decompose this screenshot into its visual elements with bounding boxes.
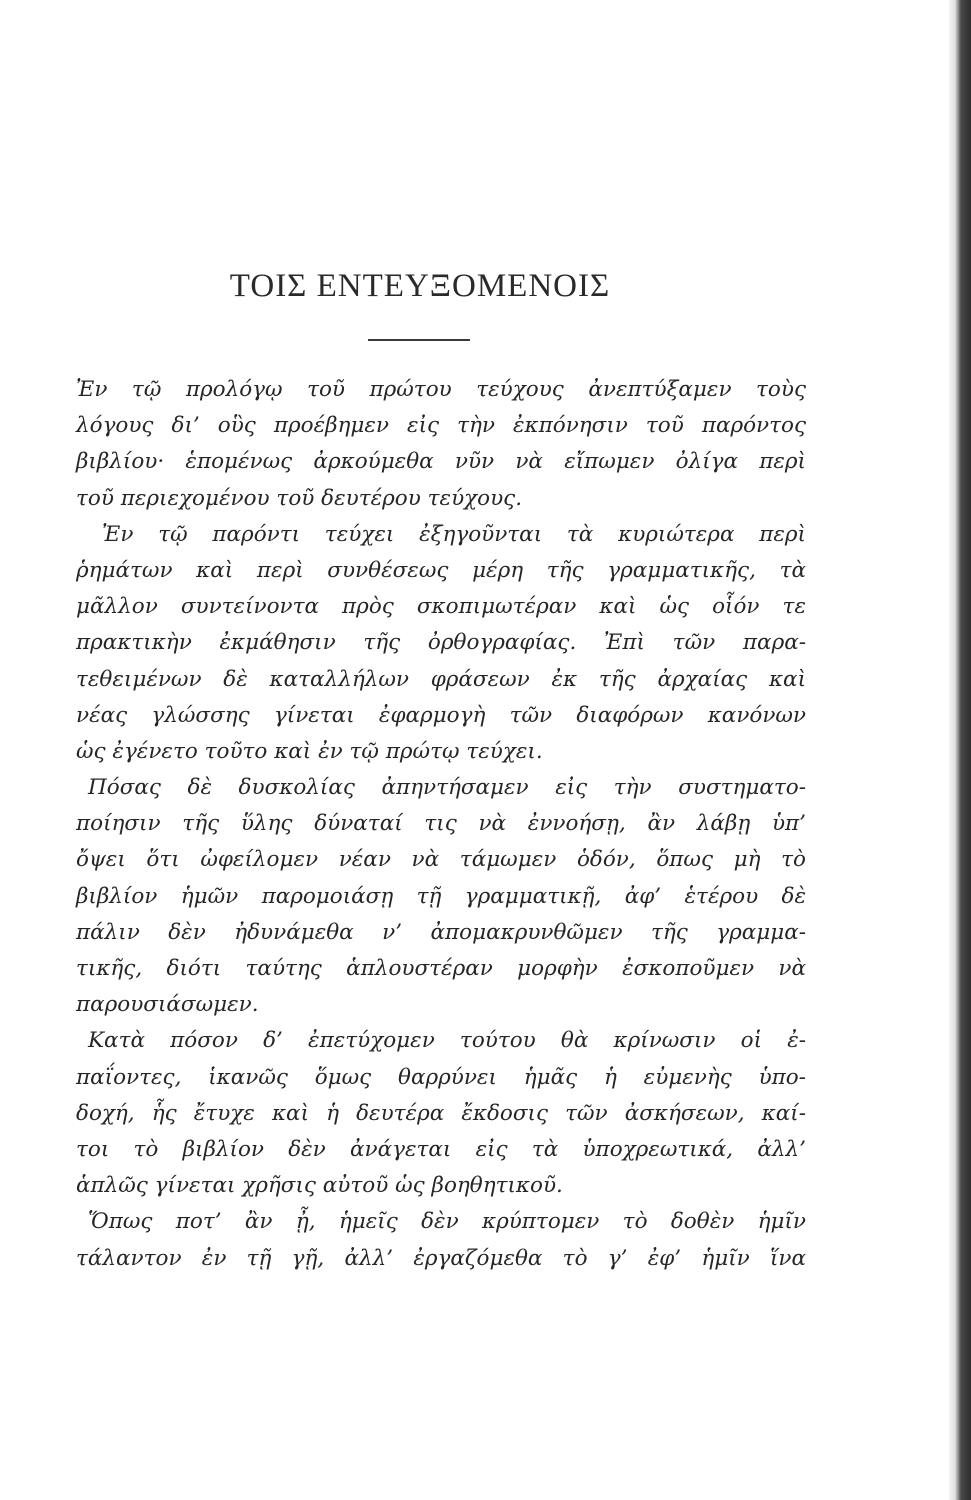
text-line: πρακτικὴν ἐκμάθησιν τῆς ὀρθογραφίας. Ἐπὶ τῶν παρα- xyxy=(76,630,806,656)
page-title: ΤΟΙΣ ΕΝΤΕΥΞΟΜΕΝΟΙΣ xyxy=(229,268,611,304)
title-rule xyxy=(368,339,470,341)
text-line: μᾶλλον συντείνοντα πρὸς σκοπιμωτέραν καὶ ὡς οἷόν τε xyxy=(76,594,806,620)
text-line: ὡς ἐγένετο τοῦτο καὶ ἐν τῷ πρώτῳ τεύχει. xyxy=(76,738,543,764)
text-line: Ἐν τῷ παρόντι τεύχει ἐξηγοῦνται τὰ κυριώτερα περὶ xyxy=(102,521,806,547)
text-line: Ὅπως ποτ’ ἂν ᾖ, ἡμεῖς δὲν κρύπτομεν τὸ δοθὲν ἡμῖν xyxy=(88,1209,806,1235)
text-line: ὄψει ὅτι ὠφείλομεν νέαν νὰ τάμωμεν ὁδόν, ὅπως μὴ τὸ xyxy=(76,847,806,873)
scan-page-edge xyxy=(949,0,971,1500)
text-line: Κατὰ πόσον δ’ ἐπετύχομεν τούτου θὰ κρίνωσιν οἱ ἐ- xyxy=(88,1028,806,1054)
text-line: παρουσιάσωμεν. xyxy=(76,992,259,1018)
text-line: βιβλίον ἡμῶν παρομοιάσῃ τῇ γραμματικῇ, ἀφ’ ἑτέρου δὲ xyxy=(76,883,806,909)
body-text xyxy=(76,372,806,1277)
text-line: ἁπλῶς γίνεται χρῆσις αὐτοῦ ὡς βοηθητικοῦ. xyxy=(76,1173,563,1199)
text-line: τικῆς, διότι ταύτης ἁπλουστέραν μορφὴν ἐσκοποῦμεν νὰ xyxy=(76,956,806,981)
text-line: Πόσας δὲ δυσκολίας ἀπηντήσαμεν εἰς τὴν συστηματο- xyxy=(88,775,806,801)
text-line: βιβλίου· ἑπομένως ἀρκούμεθα νῦν νὰ εἴπωμεν ὀλίγα περὶ xyxy=(76,449,806,475)
text-line: Ἐν τῷ προλόγῳ τοῦ πρώτου τεύχους ἀνεπτύξαμεν τοὺς xyxy=(76,377,806,402)
text-line: νέας γλώσσης γίνεται ἐφαρμογὴ τῶν διαφόρων κανόνων xyxy=(76,702,806,728)
text-line: ῥημάτων καὶ περὶ συνθέσεως μέρη τῆς γραμματικῆς, τὰ xyxy=(76,557,806,583)
text-line: δοχή, ἧς ἔτυχε καὶ ἡ δευτέρα ἔκδοσις τῶν ἀσκήσεων, καί- xyxy=(76,1100,806,1126)
text-line: τεθειμένων δὲ καταλλήλων φράσεων ἐκ τῆς ἀρχαίας καὶ xyxy=(76,666,806,692)
text-line: τάλαντον ἐν τῇ γῇ, ἀλλ’ ἐργαζόμεθα τὸ γ’ ἐφ’ ἡμῖν ἵνα xyxy=(76,1245,806,1271)
text-line: πάλιν δὲν ἠδυνάμεθα ν’ ἀπομακρυνθῶμεν τῆς γραμμα- xyxy=(76,919,806,945)
text-line: τοῦ περιεχομένου τοῦ δευτέρου τεύχους. xyxy=(76,485,523,511)
text-line: τοι τὸ βιβλίον δὲν ἀνάγεται εἰς τὰ ὑποχρεωτικά, ἀλλ’ xyxy=(76,1136,806,1162)
text-line: ποίησιν τῆς ὕλης δύναταί τις νὰ ἐννοήσῃ, ἂν λάβῃ ὑπ’ xyxy=(76,811,806,837)
text-line: λόγους δι’ οὓς προέβημεν εἰς τὴν ἐκπόνησιν τοῦ παρόντος xyxy=(76,413,806,439)
text-line: παΐοντες, ἱκανῶς ὅμως θαρρύνει ἡμᾶς ἡ εὐμενὴς ὑπο- xyxy=(76,1064,806,1090)
